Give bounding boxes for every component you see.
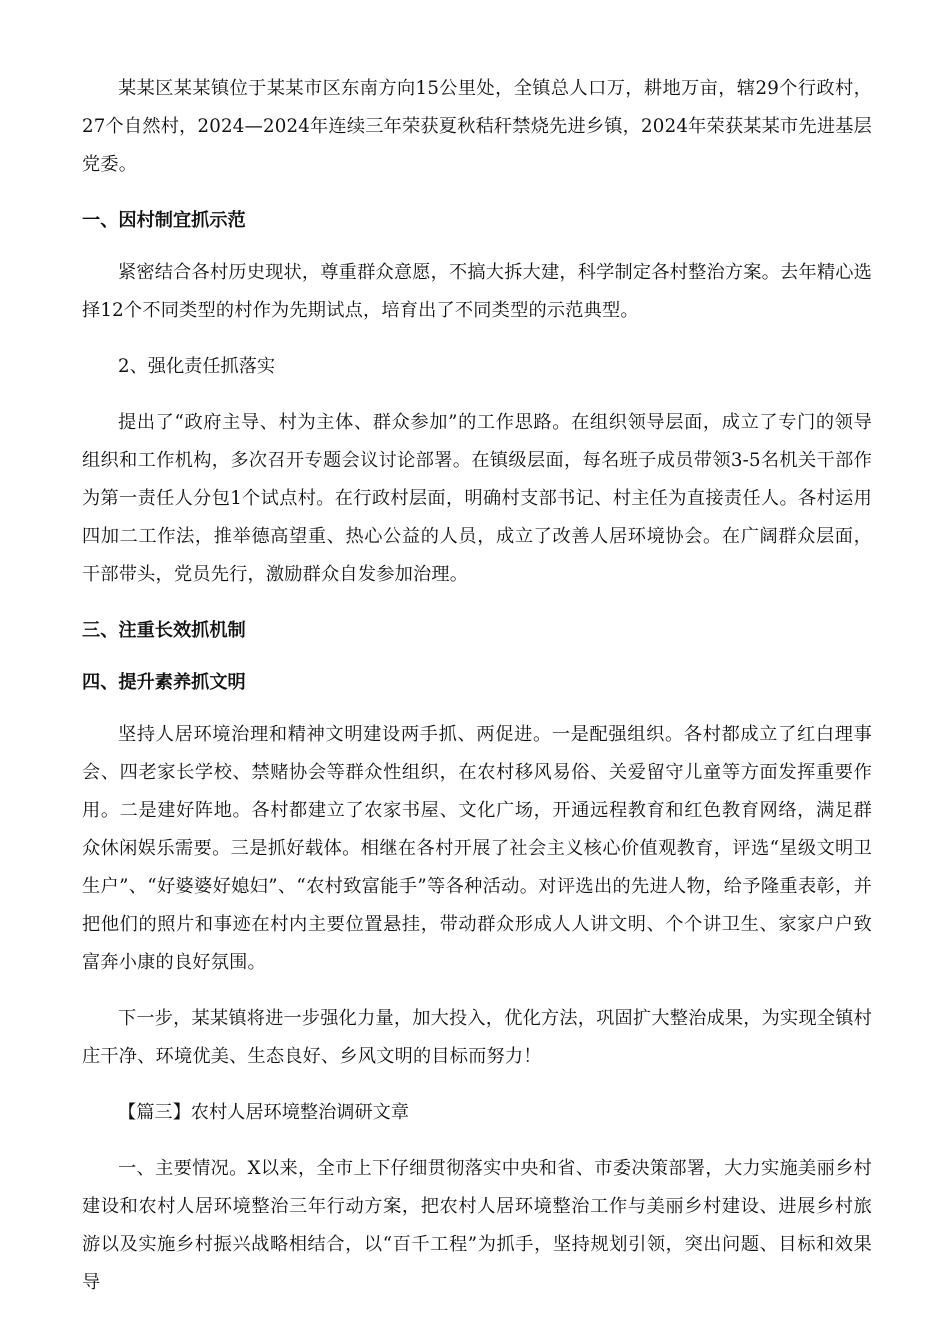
section-heading-1: 一、因村制宜抓示范 (82, 210, 246, 231)
section-heading-2: 2、强化责任抓落实 (118, 356, 276, 377)
paragraph-4: 坚持人居环境治理和精神文明建设两手抓、两促进。一是配强组织。各村都成立了红白理事会、四老家长学校、禁赌协会等群众性组织，在农村移风易俗、关爱留守儿童等方面发挥重要作用。二是建好阵地。各村都建立了农家书屋、文化广场，开通远程教育和红色教育网络，满足群众休闲娱乐需要。三是抓好载体。相继在各村开展了社会主义核心价值观教育，评选“星级文明卫生户”、“好婆婆好媳妇”、“农村致富能手”等各种活动。对评选出的先进人物，给予隆重表彰，并把他们的照片和事迹在村内主要位置悬挂，带动群众形成人人讲文明、个个讲卫生、家家户户致富奔小康的良好氛围。 (82, 724, 872, 973)
paragraph-1: 紧密结合各村历史现状，尊重群众意愿，不搞大拆大建，科学制定各村整治方案。去年精心选择12个不同类型的村作为先期试点，培育出了不同类型的示范典型。 (82, 262, 872, 321)
article-section-title: 【篇三】农村人居环境整治调研文章 (118, 1102, 410, 1123)
section-heading-3: 三、注重长效抓机制 (82, 620, 246, 641)
paragraph-6: 一、主要情况。X以来，全市上下仔细贯彻落实中央和省、市委决策部署，大力实施美丽乡村建设和农村人居环境整治三年行动方案，把农村人居环境整治工作与美丽乡村建设、进展乡村旅游以及实施乡村振兴战略相结合，以“百千工程”为抓手，坚持规划引领，突出问题、目标和效果导 (82, 1158, 872, 1293)
paragraph-2: 提出了“政府主导、村为主体、群众参加”的工作思路。在组织领导层面，成立了专门的领导组织和工作机构，多次召开专题会议讨论部署。在镇级层面，每名班子成员带领3-5名机关干部作为第一责任人分包1个试点村。在行政村层面，明确村支部书记、村主任为直接责任人。各村运用四加二工作法，推举德高望重、热心公益的人员，成立了改善人居环境协会。在广阔群众层面，干部带头，党员先行，激励群众自发参加治理。 (82, 412, 872, 585)
document-page (82, 70, 872, 1320)
paragraph-5: 下一步，某某镇将进一步强化力量，加大投入，优化方法，巩固扩大整治成果，为实现全镇村庄干净、环境优美、生态良好、乡风文明的目标而努力！ (82, 1008, 872, 1067)
intro-paragraph: 某某区某某镇位于某某市区东南方向15公里处，全镇总人口万，耕地万亩，辖29个行政村，27个自然村，2024—2024年连续三年荣获夏秋秸秆禁烧先进乡镇，2024年荣获某某市先进基层党委。 (82, 78, 872, 175)
section-heading-4: 四、提升素养抓文明 (82, 672, 246, 693)
